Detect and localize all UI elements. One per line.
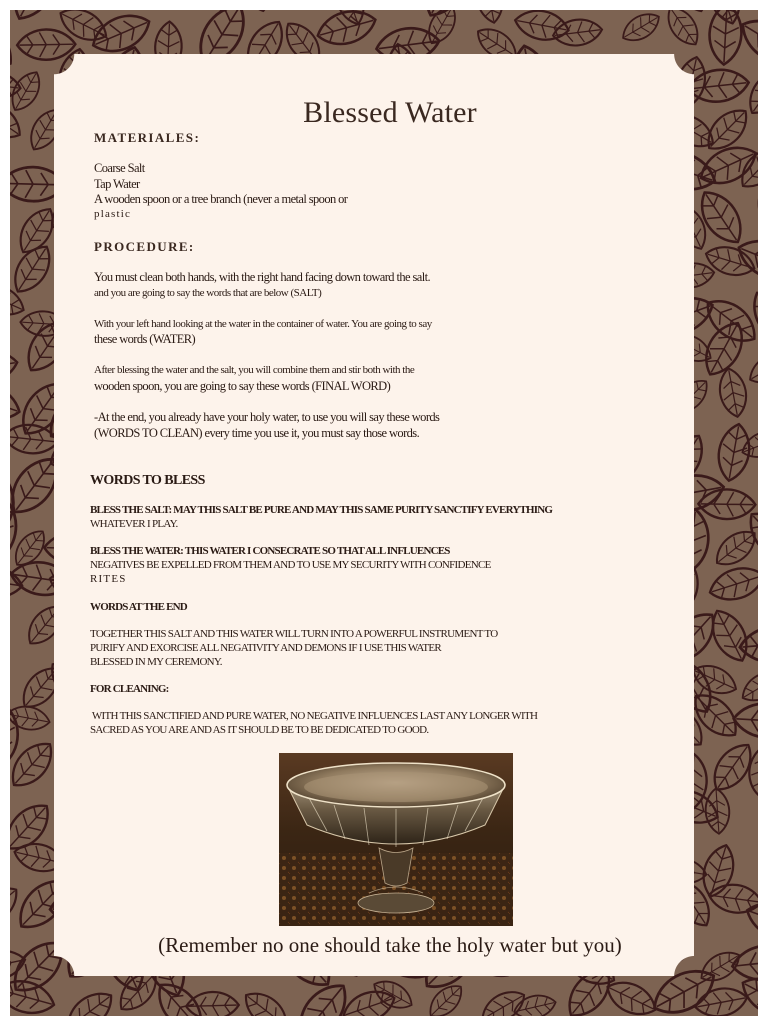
- materials-line: Tap Water: [94, 177, 140, 191]
- leaf-shape: [473, 10, 506, 25]
- procedure-line: You must clean both hands, with the right hand facing down toward the salt.: [94, 270, 430, 284]
- leaf-shape: [283, 10, 338, 14]
- leaf-shape: [698, 489, 755, 519]
- leaf-shape: [184, 10, 241, 17]
- leaf-shape: [702, 241, 758, 281]
- bless-water-line: RITES: [90, 573, 127, 585]
- leaf-shape: [314, 10, 380, 51]
- words-at-end-line: PURIFY AND EXORCISE ALL NEGATIVITY AND DEMONS IF I USE THIS WATER: [90, 642, 442, 654]
- leaf-shape: [10, 967, 11, 1016]
- for-cleaning-line: SACRED AS YOU ARE AND AS IT SHOULD BE TO BE DEDICATED TO GOOD.: [90, 724, 429, 736]
- procedure-line: wooden spoon, you are going to say these words (FINAL WORD): [94, 379, 391, 393]
- words-at-end-line: TOGETHER THIS SALT AND THIS WATER WILL TURN INTO A POWERFUL INSTRUMENT TO: [90, 628, 498, 640]
- crystal-bowl-photo: [279, 753, 513, 926]
- materials-line: plastic: [94, 208, 132, 220]
- leaf-shape: [737, 665, 758, 708]
- leaf-shape: [10, 10, 65, 26]
- leaf-shape: [155, 10, 201, 12]
- bless-water-line: BLESS THE WATER: THIS WATER I CONSECRATE SO THAT ALL INFLUENCES: [90, 545, 450, 557]
- procedure-line: these words (WATER): [94, 332, 196, 346]
- leaf-shape: [704, 788, 730, 835]
- procedure-line: -At the end, you already have your holy water, to use you will say these words: [94, 410, 440, 424]
- leaf-shape: [55, 10, 112, 48]
- leaf-shape: [513, 10, 572, 44]
- leaf-shape: [339, 985, 399, 1016]
- leaf-shape: [716, 366, 750, 419]
- page-title: Blessed Water: [303, 96, 477, 129]
- words-at-end-line: BLESSED IN MY CEREMONY.: [90, 656, 222, 668]
- leaf-shape: [10, 239, 58, 299]
- leaf-shape: [708, 10, 743, 65]
- for-cleaning-heading: FOR CLEANING:: [90, 683, 169, 695]
- leaf-shape: [590, 10, 656, 14]
- leaf-shape: [733, 702, 758, 740]
- bless-salt-line: BLESS THE SALT: MAY THIS SALT BE PURE AND MAY THIS SAME PURITY SANCTIFY EVERYTHING: [90, 504, 553, 516]
- leaf-shape: [618, 10, 665, 47]
- leaf-shape: [733, 232, 758, 288]
- procedure-heading: PROCEDURE:: [94, 239, 195, 254]
- leaf-shape: [734, 10, 758, 74]
- leaf-shape: [697, 316, 751, 382]
- leaf-shape: [714, 422, 753, 484]
- materials-line: A wooden spoon or a tree branch (never a metal spoon or: [94, 192, 348, 206]
- leaf-shape: [238, 985, 294, 1016]
- closing-note: (Remember no one should take the holy water but you): [158, 933, 622, 957]
- leaf-shape: [149, 975, 211, 1016]
- procedure-line: After blessing the water and the salt, you will combine them and stir both with the: [94, 364, 415, 376]
- materials-heading: MATERIALES:: [94, 130, 201, 145]
- leaf-shape: [661, 10, 705, 51]
- leaf-shape: [369, 975, 417, 1015]
- for-cleaning-line: WITH THIS SANCTIFIED AND PURE WATER, NO NEGATIVE INFLUENCES LAST ANY LONGER WITH: [90, 710, 538, 722]
- bless-water-line: NEGATIVES BE EXPELLED FROM THEM AND TO USE MY SECURITY WITH CONFIDENCE: [90, 559, 491, 571]
- leaf-shape: [239, 10, 275, 14]
- leaf-shape: [744, 346, 758, 390]
- procedure-line: With your left hand looking at the water in the container of water. You are going to say: [94, 318, 432, 330]
- procedure-line: (WORDS TO CLEAN) every time you use it, you must say those words.: [94, 426, 420, 440]
- procedure-line: and you are going to say the words that are below (SALT): [94, 287, 322, 299]
- materials-line: Coarse Salt: [94, 161, 145, 175]
- bless-salt-line: WHATEVER I PLAY.: [90, 518, 178, 530]
- leaf-shape: [512, 991, 558, 1016]
- words-at-end-heading: WORDS AT THE END: [90, 601, 187, 613]
- leaf-shape: [10, 10, 15, 18]
- leaf-shape: [10, 347, 20, 387]
- words-to-bless-heading: WORDS TO BLESS: [90, 473, 205, 488]
- leaf-shape: [60, 984, 119, 1016]
- leaf-shape: [697, 841, 739, 900]
- leaf-shape: [706, 562, 758, 607]
- leaf-shape: [10, 975, 58, 1016]
